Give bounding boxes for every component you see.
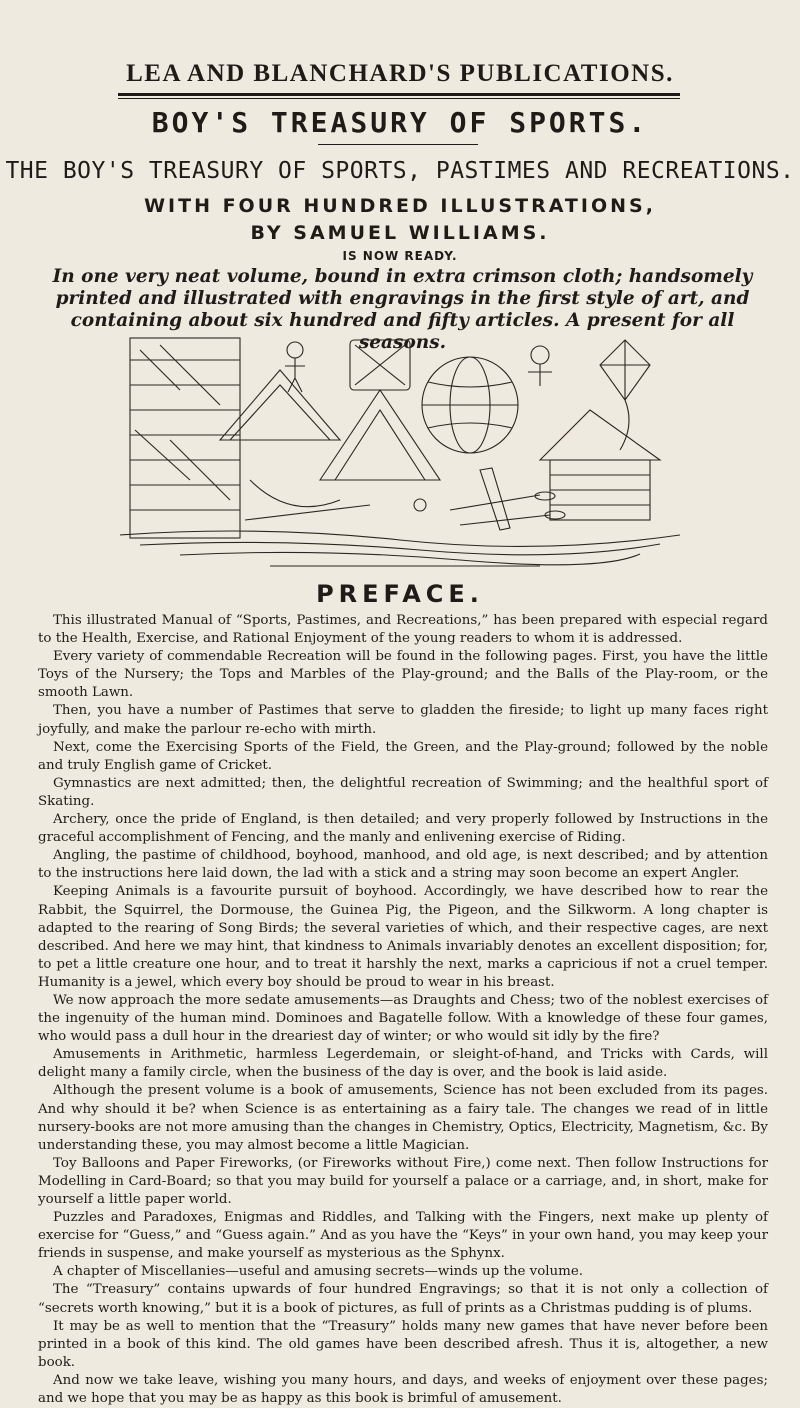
preface-paragraph: Every variety of commendable Recreation will be found in the following pages. First, you have the little Toys of the Nursery; the Tops and Marbles of the Play-ground; and the Balls of the Play-room, or the smooth Lawn. <box>38 649 768 701</box>
availability-note: IS NOW READY. <box>342 249 458 263</box>
book-subtitle: THE BOY'S TREASURY OF SPORTS, PASTIMES AND RECREATIONS. <box>5 158 795 184</box>
preface-paragraph: Keeping Animals is a favourite pursuit of boyhood. Accordingly, we have described how to rear the Rabbit, the Squirrel, the Dormouse, the Guinea Pig, the Pigeon, and the Silkworm. A long chapter is adapted to the rearing of Song Birds; the several varieties of which, and their respective cages, are next described. And here we may hint, that kindness to Animals invariably denotes an excellent disposition; for, to pet a little creature one hour, and to treat it harshly the next, marks a capricious if not a cruel temper. Humanity is a jewel, which every boy should be proud to wear in his breast. <box>38 884 768 990</box>
preface-paragraph: This illustrated Manual of “Sports, Pastimes, and Recreations,” has been prepared with especial regard to the Health, Exercise, and Rational Enjoyment of the young readers to whom it is addressed. <box>38 613 768 647</box>
preface-paragraph: Although the present volume is a book of amusements, Science has not been excluded from its pages. And why should it be? when Science is as entertaining as a fairy tale. The changes we read of in little nursery-books are not more amusing than the changes in Chemistry, Optics, Electricity, Magnetism, &c. By understanding these, you may almost become a little Magician. <box>38 1083 768 1153</box>
preface-paragraph: Angling, the pastime of childhood, boyhood, manhood, and old age, is next described; and by attention to the instructions here laid down, the lad with a stick and a string may soon become an expert Angler. <box>38 848 768 882</box>
publisher-heading: LEA AND BLANCHARD'S PUBLICATIONS. <box>126 60 674 87</box>
sports-engraving-icon <box>120 330 680 572</box>
title-rule <box>318 144 478 145</box>
preface-paragraph: And now we take leave, wishing you many hours, and days, and weeks of enjoyment over these pages; and we hope that you may be as happy as this book is brimful of amusement. <box>38 1372 768 1407</box>
preface-paragraph: Amusements in Arithmetic, harmless Legerdemain, or sleight-of-hand, and Tricks with Cards, will delight many a family circle, when the business of the day is over, and the book is laid aside. <box>38 1047 768 1081</box>
illustrations-note: WITH FOUR HUNDRED ILLUSTRATIONS, <box>144 195 656 217</box>
book-title: BOY'S TREASURY OF SPORTS. <box>151 106 649 139</box>
preface-paragraph: Next, come the Exercising Sports of the Field, the Green, and the Play-ground; followed by the noble and truly English game of Cricket. <box>38 739 768 773</box>
preface-paragraph: Archery, once the pride of England, is then detailed; and very properly followed by Instructions in the graceful accomplishment of Fencing, and the manly and enlivening exercise of Riding. <box>38 812 768 846</box>
preface-paragraph: Toy Balloons and Paper Fireworks, (or Fireworks without Fire,) come next. Then follow Instructions for Modelling in Card-Board; so that you may build for yourself a palace or a carriage, and, in short, make for yourself a little paper world. <box>38 1155 768 1207</box>
heading-rule-thick <box>118 93 680 96</box>
preface-paragraph: We now approach the more sedate amusements—as Draughts and Chess; two of the noblest exercises of the ingenuity of the human mind. Dominoes and Bagatelle follow. With a knowledge of these four games, who would pass a dull hour in the dreariest day of winter; or who would sit idly by the fire? <box>38 992 768 1045</box>
left-bars <box>130 338 240 538</box>
preface-paragraph: Gymnastics are next admitted; then, the delightful recreation of Swimming; and the healthful sport of Skating. <box>38 775 768 809</box>
preface-paragraph: Puzzles and Paradoxes, Enigmas and Riddles, and Talking with the Fingers, next make up plenty of exercise for “Guess,” and “Guess again.” And as you have the “Keys” in your own hand, you may keep your friends in suspense, and make yourself as mysterious as the Sphynx. <box>38 1210 768 1262</box>
preface-paragraph: Then, you have a number of Pastimes that serve to gladden the fireside; to light up many faces right joyfully, and make the parlour re-echo with mirth. <box>38 703 768 737</box>
author-byline: BY SAMUEL WILLIAMS. <box>250 222 550 244</box>
preface-paragraph: The “Treasury” contains upwards of four hundred Engravings; so that it is not only a collection of “secrets worth knowing,” but it is a book of pictures, as full of prints as a Christmas pudding is of plums. <box>38 1282 768 1316</box>
preface-heading: PREFACE. <box>316 580 484 608</box>
book-description: In one very neat volume, bound in extra crimson cloth; handsomely printed and illustrated with engravings in the first style of art, and containing about six hundred and fifty articles. A present for all seasons. <box>52 266 753 353</box>
preface-paragraph: A chapter of Miscellanies—useful and amusing secrets—winds up the volume. <box>53 1264 584 1280</box>
preface-body <box>38 612 768 1408</box>
heading-rule-thin <box>118 98 680 99</box>
preface-paragraph: It may be as well to mention that the “Treasury” holds many new games that have never before been printed in a book of this kind. The old games have been described afresh. Thus it is, altogether, a new book. <box>38 1318 768 1370</box>
